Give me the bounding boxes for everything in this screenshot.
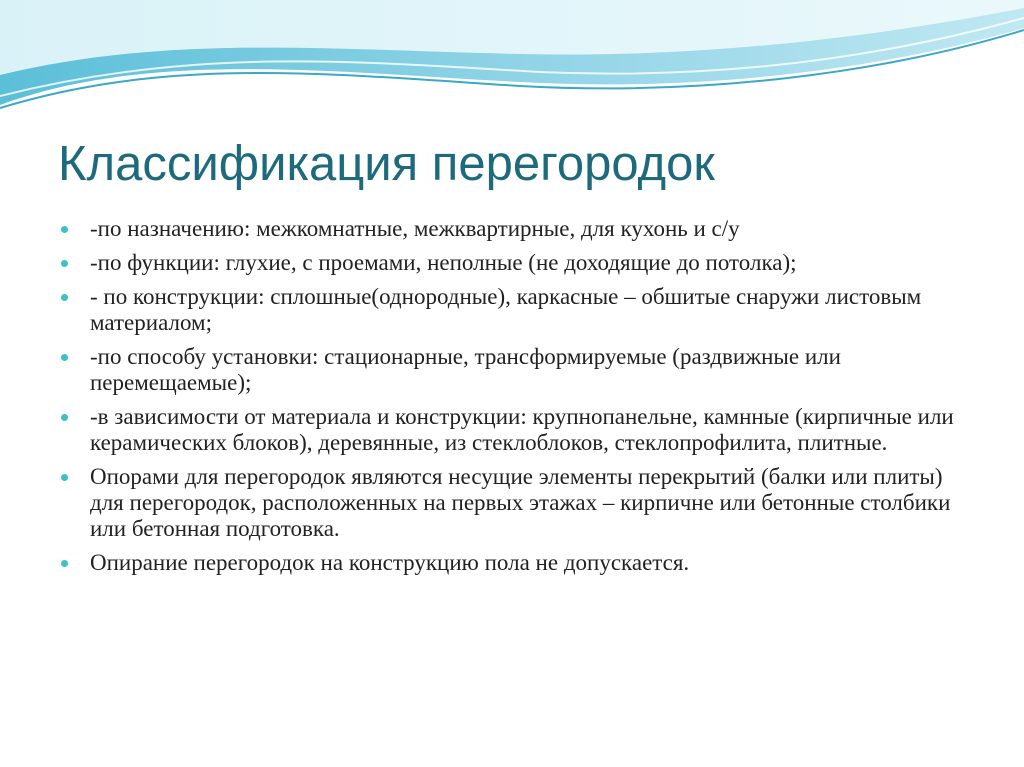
bullet-text: - по конструкции: сплошные(однородные), каркасные – обшитые снаружи листовым материалом; xyxy=(90,284,922,335)
bullet-text: -по назначению: межкомнатные, межквартирные, для кухонь и с/у xyxy=(90,216,740,241)
bullet-item xyxy=(60,216,980,242)
bullet-item xyxy=(60,404,980,456)
bullet-item xyxy=(60,550,980,576)
bullet-item xyxy=(60,344,980,396)
bullet-dot-icon xyxy=(61,474,68,481)
bullet-dot-icon xyxy=(61,226,68,233)
bullet-item xyxy=(60,464,980,542)
bullet-text: Опорами для перегородок являются несущие элементы перекрытий (балки или плиты) для перегородок, расположенных на первых этажах – кирпичне или бетонные столбики или бетонная подготовка. xyxy=(90,464,951,541)
bullet-item xyxy=(60,250,980,276)
bullet-dot-icon xyxy=(61,294,68,301)
bullet-text: Опирание перегородок на конструкцию пола не допускается. xyxy=(90,550,690,575)
bullet-item xyxy=(60,284,980,336)
bullet-text: -по способу установки: стационарные, трансформируемые (раздвижные или перемещаемые); xyxy=(90,344,841,395)
bullet-list xyxy=(60,216,980,584)
slide-title: Классификация перегородок xyxy=(58,137,715,191)
bullet-text: -в зависимости от материала и конструкции: крупнопанельне, камнные (кирпичные или керамических блоков), деревянные, из стеклоблоков, стеклопрофилита, плитные. xyxy=(90,404,954,455)
bullet-dot-icon xyxy=(61,414,68,421)
bullet-text: -по функции: глухие, с проемами, неполные (не доходящие до потолка); xyxy=(90,250,797,275)
bullet-dot-icon xyxy=(61,560,68,567)
bullet-dot-icon xyxy=(61,260,68,267)
bullet-dot-icon xyxy=(61,354,68,361)
header-wave-decoration xyxy=(0,0,1024,120)
